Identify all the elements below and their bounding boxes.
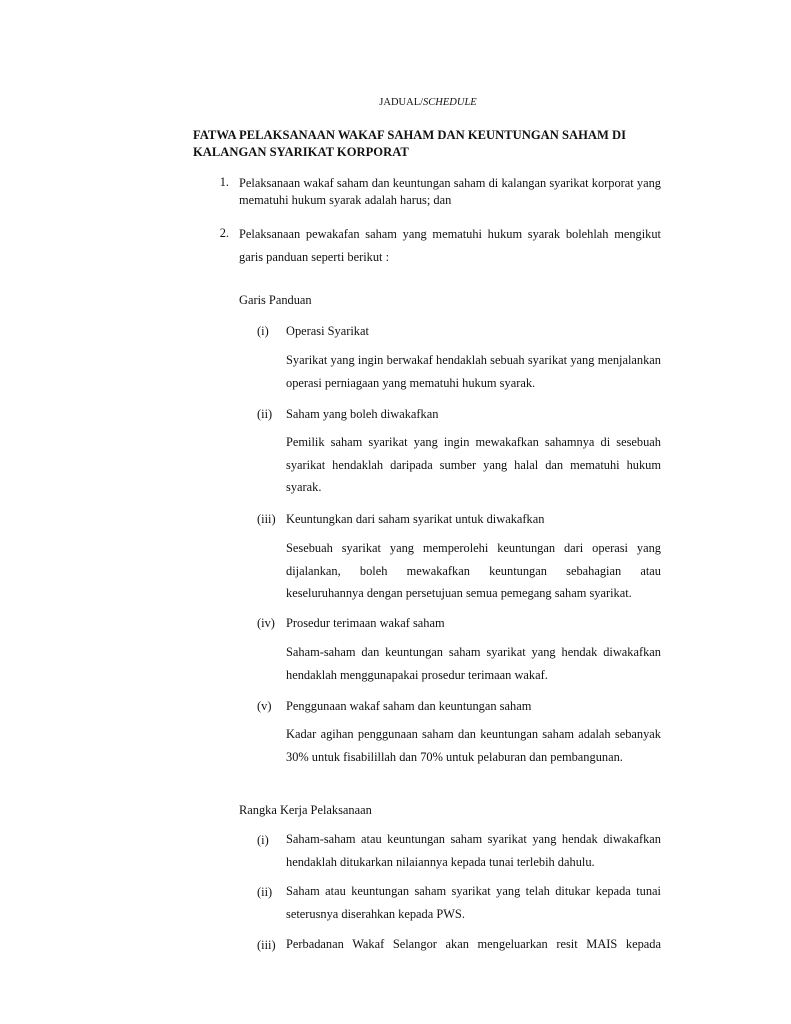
fatwa-title: FATWA PELAKSANAAN WAKAF SAHAM DAN KEUNTUNGAN SAHAM DI KALANGAN SYARIKAT KORPORAT xyxy=(193,128,626,159)
rk-item-3-text xyxy=(286,933,661,956)
gp-section-4-numeral: (iv) xyxy=(257,616,275,630)
rk-item-1-numeral: (i) xyxy=(257,833,269,847)
garis-panduan-heading: Garis Panduan xyxy=(239,293,312,307)
schedule-header-prefix: JADUAL/ xyxy=(379,97,424,108)
schedule-header xyxy=(0,97,791,108)
rangka-kerja-heading: Rangka Kerja Pelaksanaan xyxy=(239,803,372,817)
gp-section-1-title: Operasi Syarikat xyxy=(286,324,369,338)
gp-section-5-title: Penggunaan wakaf saham dan keuntungan saham xyxy=(286,699,532,713)
item-2-text: Pelaksanaan pewakafan saham yang mematuhi hukum syarak bolehlah mengikut garis panduan seperti berikut : xyxy=(239,227,661,264)
item-2-number: 2. xyxy=(219,226,229,240)
item-1-text: Pelaksanaan wakaf saham dan keuntungan saham di kalangan syarikat korporat yang mematuhi hukum syarak adalah harus; dan xyxy=(239,176,661,207)
gp-section-2-body: Pemilik saham syarikat yang ingin mewakafkan sahamnya di sesebuah syarikat hendaklah daripada sumber yang halal dan mematuhi hukum syarak. xyxy=(286,435,661,494)
gp-section-2-title: Saham yang boleh diwakafkan xyxy=(286,407,439,421)
rk-item-2-text: Saham atau keuntungan saham syarikat yang telah ditukar kepada tunai seterusnya diserahkan kepada PWS. xyxy=(286,884,661,921)
gp-section-1-body: Syarikat yang ingin berwakaf hendaklah sebuah syarikat yang menjalankan operasi perniagaan yang mematuhi hukum syarak. xyxy=(286,353,661,390)
rk-item-1-text: Saham-saham atau keuntungan saham syarikat yang hendak diwakafkan hendaklah ditukarkan nilaiannya kepada tunai terlebih dahulu. xyxy=(286,832,661,869)
item-1-number: 1. xyxy=(219,175,229,189)
gp-section-1-numeral: (i) xyxy=(257,324,269,338)
gp-section-3-body: Sesebuah syarikat yang memperolehi keuntungan dari operasi yang dijalankan, boleh mewakafkan keuntungan sebahagian atau keseluruhannya dengan persetujuan semua pemegang saham syarikat. xyxy=(286,541,661,600)
gp-section-5-body: Kadar agihan penggunaan saham dan keuntungan saham adalah sebanyak 30% untuk fisabilillah dan 70% untuk pelaburan dan pembangunan. xyxy=(286,727,661,764)
rk-item-2-numeral: (ii) xyxy=(257,885,273,899)
rk-item-3-line: Perbadanan Wakaf Selangor akan mengeluarkan resit MAIS kepada xyxy=(286,937,661,951)
gp-section-4-title: Prosedur terimaan wakaf saham xyxy=(286,616,445,630)
gp-section-4-body: Saham-saham dan keuntungan saham syarikat yang hendak diwakafkan hendaklah menggunapakai prosedur terimaan wakaf. xyxy=(286,645,661,682)
gp-section-2-numeral: (ii) xyxy=(257,407,273,421)
gp-section-5-numeral: (v) xyxy=(257,699,272,713)
rk-item-3-numeral: (iii) xyxy=(257,938,276,952)
schedule-header-emphasis: SCHEDULE xyxy=(423,97,477,108)
gp-section-3-numeral: (iii) xyxy=(257,512,276,526)
gp-section-3-title: Keuntungkan dari saham syarikat untuk diwakafkan xyxy=(286,512,545,526)
